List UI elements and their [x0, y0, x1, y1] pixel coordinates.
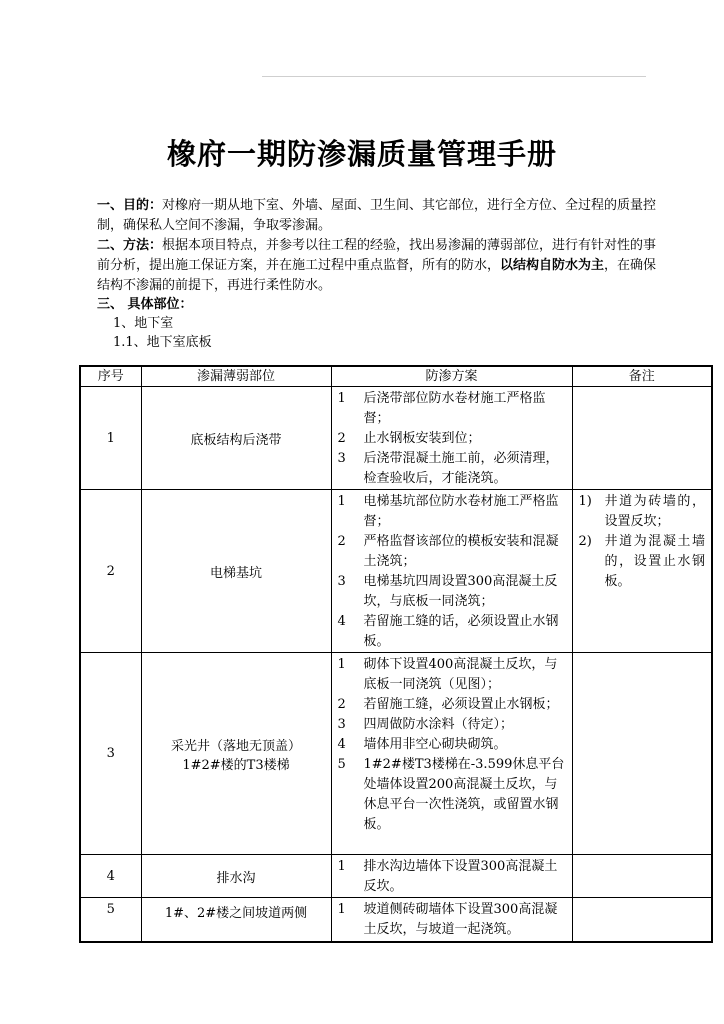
parts-heading: 三、 具体部位：: [97, 297, 193, 312]
purpose-paragraph: [97, 196, 657, 236]
header-note: 备注: [572, 366, 712, 387]
subheading-basement-floor: 1.1、地下室底板: [113, 335, 212, 350]
cell-part: 1#、2#楼之间坡道两侧: [141, 898, 331, 942]
cell-note: [572, 898, 712, 942]
method-text: 根据本项目特点，并参考以往工程的经验，找出易渗漏的薄弱部位，进行有针对性的事前分析，提出施工保证方案，并在施工过程中重点监督，所有的防水，: [97, 238, 657, 273]
header-part: 渗漏薄弱部位: [141, 366, 331, 387]
header-rule: [262, 76, 646, 77]
cell-no: 2: [80, 490, 141, 653]
cell-part: 底板结构后浇带: [141, 387, 331, 490]
table-row: [80, 490, 712, 653]
cell-no: 1: [80, 387, 141, 490]
method-paragraph: [97, 236, 657, 296]
cell-plan: 1 后浇带部位防水卷材施工严格监督； 2 止水钢板安装到位； 3 后浇带混凝土施工前，必须清理，检查验收后，才能浇筑。: [331, 387, 572, 490]
document-title: 橡府一期防渗漏质量管理手册: [166, 137, 557, 171]
table-row: [80, 855, 712, 898]
cell-note: [572, 855, 712, 898]
cell-part: 排水沟: [141, 855, 331, 898]
cell-plan: 1 坡道侧砖砌墙体下设置300高混凝土反坎，与坡道一起浇筑。: [331, 898, 572, 942]
cell-part: 采光井（落地无顶盖） 1#2#楼的T3楼梯: [141, 653, 331, 855]
purpose-text: 对橡府一期从地下室、外墙、屋面、卫生间、其它部位，进行全方位、全过程的质量控制，确保私人空间不渗漏，争取零渗漏。: [97, 198, 657, 233]
header-no: 序号: [80, 366, 141, 387]
header-plan: 防渗方案: [331, 366, 572, 387]
cell-part: 电梯基坑: [141, 490, 331, 653]
method-text-end: ，在确保结构不渗漏的前提下，再进行柔性防水。: [97, 258, 657, 293]
cell-plan: 1 电梯基坑部位防水卷材施工严格监督； 2 严格监督该部位的模板安装和混凝土浇筑； 3 电梯基坑四周设置300高混凝土反坎，与底板一同浇筑； 4 若留施工缝的话，必须设置止水钢板。: [331, 490, 572, 653]
cell-plan: 1 排水沟边墙体下设置300高混凝土反坎。: [331, 855, 572, 898]
purpose-label: 一、目的：: [97, 198, 163, 213]
cell-no: 5: [80, 898, 141, 942]
cell-plan: 1 砌体下设置400高混凝土反坎，与底板一同浇筑（见图）； 2 若留施工缝，必须设置止水钢板； 3 四周做防水涂料（待定）； 4 墙体用非空心砌块砌筑。 5 1#2#楼T3楼梯在-3.599休息平台处墙体设置200高混凝土反坎，与休息平台一次性浇筑，或留置水钢板。: [331, 653, 572, 855]
cell-note: [572, 653, 712, 855]
method-bold-text: 以结构自防水为主: [500, 258, 605, 273]
table-header-row: [80, 366, 712, 387]
table-row: [80, 653, 712, 855]
table-row: [80, 387, 712, 490]
table-row: [80, 898, 712, 942]
subheading-basement: 1、地下室: [113, 316, 174, 331]
method-label: 二、方法：: [97, 238, 163, 253]
cell-no: 3: [80, 653, 141, 855]
cell-note: 1) 井道为砖墙的，设置反坎； 2) 井道为混凝土墙的，设置止水钢板。: [572, 490, 712, 653]
cell-note: [572, 387, 712, 490]
cell-no: 4: [80, 855, 141, 898]
waterproofing-table: [79, 365, 711, 937]
